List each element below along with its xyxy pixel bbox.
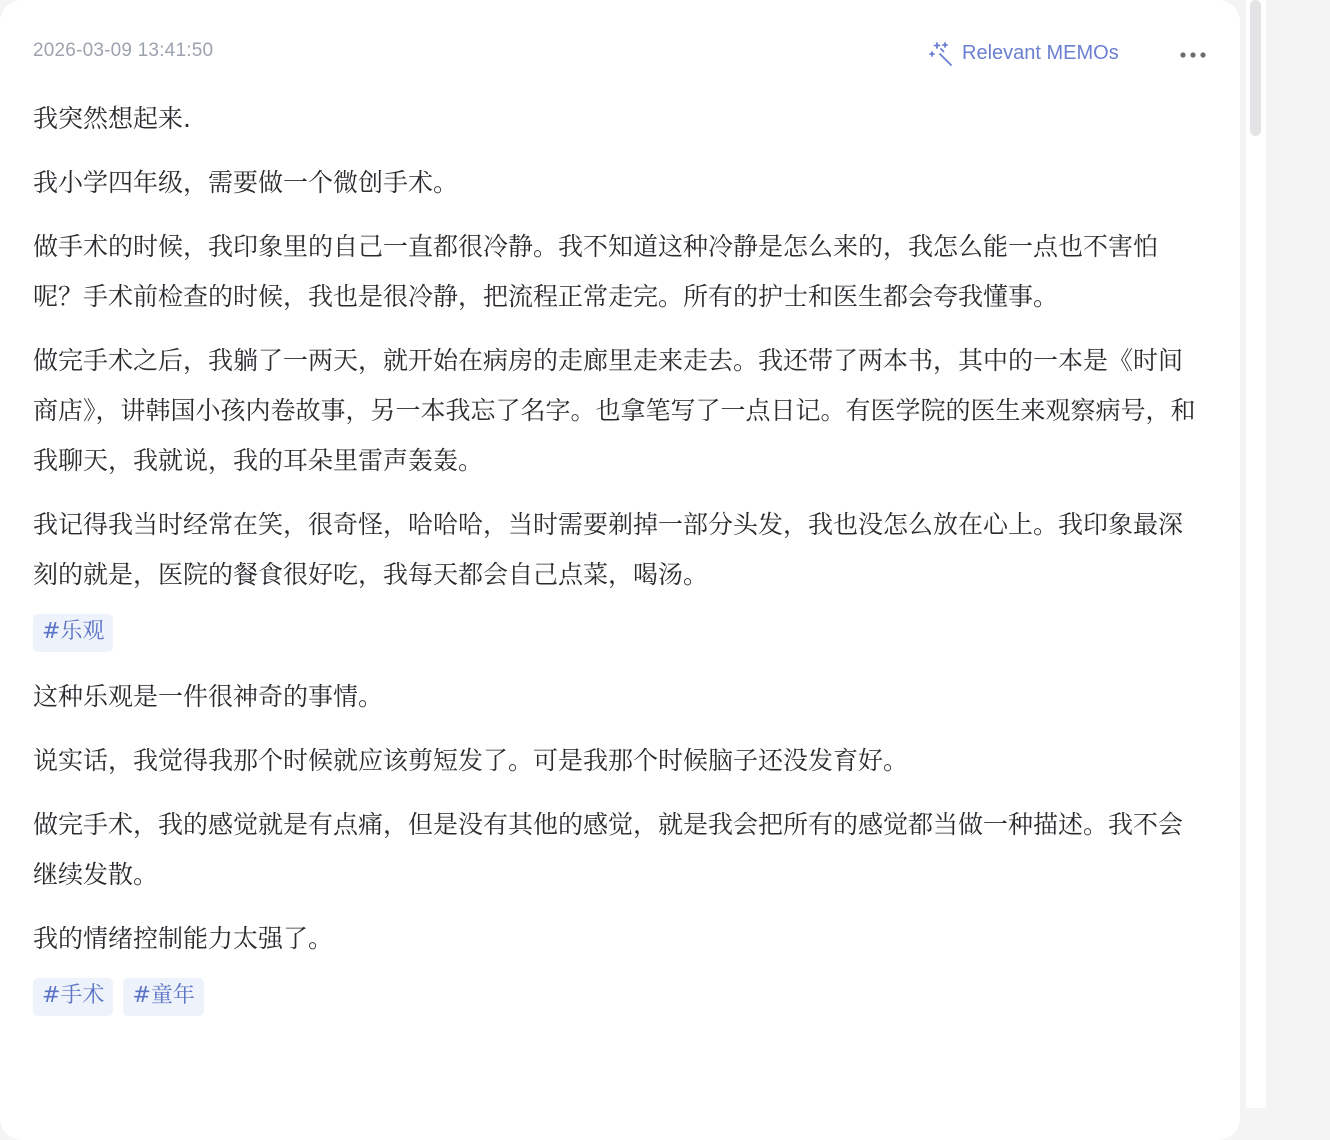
tag-optimism[interactable]: #乐观: [33, 614, 113, 652]
memo-paragraph: 做手术的时候，我印象里的自己一直都很冷静。我不知道这种冷静是怎么来的，我怎么能一点也不害怕呢？手术前检查的时候，我也是很冷静，把流程正常走完。所有的护士和医生都会夸我懂事。: [33, 232, 1159, 311]
memo-paragraph: 我的情绪控制能力太强了。: [33, 924, 334, 953]
sparkle-wand-icon: [928, 40, 954, 66]
more-horizontal-icon: [1179, 44, 1207, 63]
memo-content: [33, 94, 1203, 1036]
relevant-memos-button[interactable]: [928, 38, 1119, 68]
memo-paragraph: 我记得我当时经常在笑，很奇怪，哈哈哈，当时需要剃掉一部分头发，我也没怎么放在心上。我印象最深刻的就是，医院的餐食很好吃，我每天都会自己点菜，喝汤。: [33, 510, 1184, 589]
more-options-button[interactable]: [1176, 40, 1210, 66]
scrollbar-track[interactable]: [1246, 0, 1266, 1108]
memo-paragraph: 说实话，我觉得我那个时候就应该剪短发了。可是我那个时候脑子还没发育好。: [33, 746, 909, 775]
memo-paragraph: 我突然想起来.: [33, 104, 191, 133]
tag-list: [33, 614, 1203, 658]
memo-paragraph: 这种乐观是一件很神奇的事情。: [33, 682, 384, 711]
scrollbar-thumb[interactable]: [1250, 0, 1261, 136]
relevant-memos-label: Relevant MEMOs: [962, 41, 1119, 64]
tag-list: [33, 978, 1203, 1022]
tag-surgery[interactable]: #手术: [33, 978, 113, 1016]
memo-timestamp: 2026-03-09 13:41:50: [33, 40, 214, 61]
memo-paragraph: 做完手术，我的感觉就是有点痛，但是没有其他的感觉，就是我会把所有的感觉都当做一种描述。我不会继续发散。: [33, 810, 1184, 889]
memo-paragraph: 我小学四年级，需要做一个微创手术。: [33, 168, 459, 197]
memo-paragraph: 做完手术之后，我躺了一两天，就开始在病房的走廊里走来走去。我还带了两本书，其中的一本是《时间商店》，讲韩国小孩内卷故事，另一本我忘了名字。也拿笔写了一点日记。有医学院的医生来观察病号，和我聊天，我就说，我的耳朵里雷声轰轰。: [33, 346, 1196, 475]
tag-childhood[interactable]: #童年: [123, 978, 203, 1016]
